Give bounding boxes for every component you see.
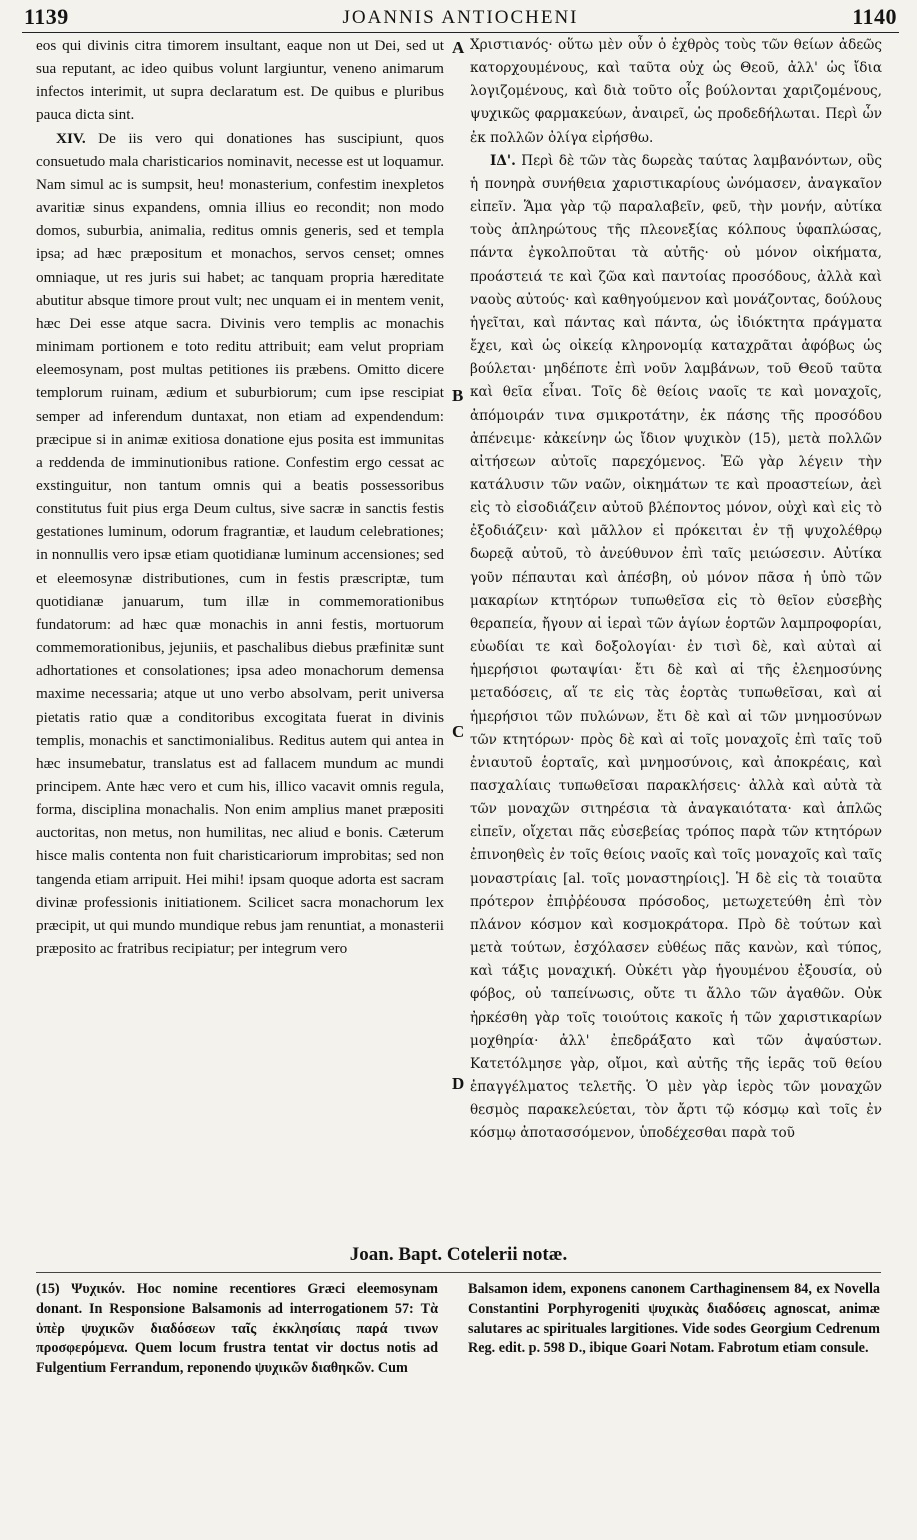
notes-right-column: [468, 1280, 880, 1470]
note-15-text-left: (15) Ψυχικόν. Hoc nomine recentiores Græci eleemosynam donant. In Responsione Balsamonis ad interrogationem 57: Τὰ ὑπὲρ ψυχικῶν διαδόσεων ταῖς ἐκκλησίαις παρά τινων προσφερόμενα. Quem locum frustra tentat vir doctus notis ad Fulgentium Ferrandum, reponendo ψυχικῶν διαθηκῶν. Cum: [36, 1281, 438, 1377]
greek-intro-paragraph: Χριστιανός· οὕτω μὲν οὖν ὁ ἐχθρὸς τοὺς τῶν θείων ἀδεῶς κατορχουμένους, καὶ ταῦτα οὐχ ὡς Θεοῦ, ἀλλ' ὡς ἴδια λογιζομένους, καὶ διὰ τοῦτο οἷς βούλονται χαριζομένους, ψυχικῶς φαρμακεύων, ἀναιρεῖ, ὡς προδεδήλωται. Περὶ ὧν ἐκ πολλῶν ὀλίγα εἰρήσθω.: [470, 37, 882, 146]
greek-column: [470, 34, 882, 1242]
notes-left-column: [36, 1280, 438, 1470]
greek-section-text: Περὶ δὲ τῶν τὰς δωρεὰς ταύτας λαμβανόντων, οὓς ἡ πονηρὰ συνήθεια χαριστικαρίους ὠνόμασεν, ἀναγκαῖον εἰπεῖν. Ἅμα γὰρ τῷ παραλαβεῖν, φεῦ, τὴν μονήν, αὐτίκα τοὺς ἀπληρώτους τῆς πλεονεξίας κόλπους ὑφαπλώσας, πάντα ἐγκολποῦται τὰ αὐτῆς· οὐ μόνον οἰκήματα, προάστειά τε καὶ ζῶα καὶ παντοίας προσόδους, ἀλλὰ καὶ ναοὺς αὐτούς· καὶ καθηγούμενον καὶ μονάζοντας, δούλους ἡγεῖται, καὶ πάντας καὶ πάντα, ὡς ἰδιόκτητα πράγματα ἔχει, καὶ ὡς οἰκείᾳ κληρονομίᾳ καταχρᾶται ἀφόβως ὡς βούλεται· μηδέποτε ἐπὶ νοῦν λαμβάνων, τοῦ Θεοῦ ταῦτα καὶ θεῖα εἶναι. Τοῖς δὲ θείοις ναοῖς τε καὶ μοναχοῖς, ἀπόμοιράν τινα σμικροτάτην, ἐκ πάσης τῆς προσόδου ἀπένειμε· κἀκείνην ὡς ἴδιον ψυχικὸν (15), μετὰ πολλῶν αἰτήσεων αὐτοῖς παρεχόμενος. Ἐῶ γὰρ λέγειν τὴν κατάλυσιν τῶν ναῶν, οἰκημάτων τε καὶ προαστείων, ἀεὶ εἰς τὸ εἰσοδιάζειν αὐτοῦ βλέποντος μόνον, οὐχὶ καὶ εἰς τὸ ἐξοδιάζειν· καὶ μᾶλλον εἰ πρόκειται ἐν τῇ ψυχολέθρῳ δωρεᾷ αὐτοῦ, τὸ ἀνεύθυνον ἐπὶ ταῖς μειώσεσιν. Αὐτίκα γοῦν πέπαυται καὶ ἀπέσβη, οὐ μόνον πᾶσα ἡ ὑπὸ τῶν μακαρίων κτητόρων τυπωθεῖσα εἰς τὸ θεῖον εὐσεβὴς θεραπεία, ἤγουν αἱ ἱεραὶ τῶν ἁγίων ἑορτῶν λαμπροφορίαι, εὐωδίαι τε καὶ δοξολογίαι· ἐν τισὶ δὲ, καὶ αὐταὶ αἱ ἡμερήσιοι φωταψίαι· ἔτι δὲ καὶ αἱ τῆς ἐλεημοσύνης μεταδόσεις, αἵ τε εἰς τὰς ἑορτὰς τυπωθεῖσαι, καὶ αἱ ἡμερήσιοι τῶν πυλώνων, ἔτι δὲ καὶ αἱ τῶν μνημοσύνων τῶν κτητόρων· πρὸς δὲ καὶ αἱ τοῖς μοναχοῖς ἐπὶ ταῖς τοῦ ἐνιαυτοῦ ἑορταῖς, καὶ μνημοσύνοις, καὶ ἀποκρέαις, καὶ πασχαλίαις τυπωθεῖσαι παρακλήσεις· ἀλλὰ καὶ αὐτὰ τὰ τῶν μοναχῶν σιτηρέσια τὰ ἀναγκαιότατα· καὶ ἁπλῶς εἰπεῖν, οἴχεται πᾶς εὐσεβείας τρόπος παρὰ τῶν κτητόρων ἐπινοηθεὶς ἐν τοῖς θείοις ναοῖς καὶ τοῖς μοναχοῖς καὶ ταῖς μοναστρίαις [al. τοῖς μοναστηρίοις]. Ἡ δὲ εἰς τὰ τοιαῦτα πρότερον ἐπιῤῥέουσα πρόσοδος, μετωχετεύθη ἐπὶ τὸν πλάνον κόσμον καὶ κοσμοκράτορα. Πρὸ δὲ τούτων καὶ μετὰ τούτων, ἐσχόλασεν εὐθέως πᾶς κανὼν, καὶ τύπος, καὶ τάξις μοναχική. Οὐκέτι γὰρ ἡγουμένου ἐξουσία, οὐ φόβος, οὐ ταπείνωσις, οὔτε τι ἄλλο τῶν ἀγαθῶν. Οὐκ ἠρκέσθη γὰρ τοῖς τοιούτοις κακοῖς ἡ τῶν χαριστικαρίων μοχθηρία· ἀλλ' ἐπεδράξατο καὶ τῶν ἀψαύστων. Κατετόλμησε γὰρ, οἴμοι, καὶ αὐτῆς τῆς ἱερᾶς τοῦ θείου ἐπαγγέλματος τελετῆς. Ὁ μὲν γὰρ ἱερὸς τῶν μοναχῶν θεσμὸς παρακελεύεται, τὸν ἄρτι τῷ κόσμῳ καὶ τοῖς ἐν κόσμῳ ἀποτασσόμενον, ὑποδέχεσθαι παρὰ τοῦ: [470, 152, 882, 1142]
note-15-text-right: Balsamon idem, exponens canonem Carthaginensem 84, ex Novella Constantini Porphyrogeniti ψυχικὰς διαδόσεις agnoscat, animæ salutares ac spirituales largitiones. Vide sodes Georgium Cedrenum Reg. edit. p. 598 D., ibique Goari Notam. Fabrotum etiam consule.: [468, 1281, 880, 1357]
latin-intro-paragraph: eos qui divinis citra timorem insultant, eaque non ut Dei, sed ut sua reputant, ac ideo quibus volunt largiuntur, veneno animarum infectos interimit, ut supra declaratum est. De quibus e pluribus pauca dicta sint.: [36, 37, 444, 124]
latin-section-paragraph: [36, 127, 444, 961]
notes-title: Joan. Bapt. Cotelerii notæ.: [349, 1244, 568, 1265]
latin-section-number: XIV.: [56, 129, 86, 147]
greek-section-number: ΙΔ'.: [490, 152, 516, 169]
page-number-left: 1139: [24, 4, 69, 29]
notes-divider: [36, 1272, 881, 1273]
latin-section-text: De iis vero qui donationes has suscipiunt, quos consuetudo mala charisticarios nominavit, necesse est ut loquamur. Nam simul ac is sumpsit, heu! monasterium, confestim inexpletos avaritiæ sinus expandens, omnia illius eo recondit; non modo domos, suburbia, animalia, reditus omnis generis, sed et templa ipsa; ad hæc præpositum et monachos, servos censet; omnes omniaque, ut res juris sui habet; ac tanquam propria hæreditate abutitur absque timore prout vult; nec unquam ei in mentem venit, hæc Dei esse atque sacra. Divinis vero templis ac monachis minimam portionem e toto reditu attribuit; eam velut propriam eleemosynam, post multas petitiones iis præbens. Omitto dicere templorum ruinam, ædium et suburbiorum; cum ipse rescipiat semper ad inferendum duntaxat, non etiam ad expendendum: præcipue si in animæ exitiosa donatione ejus posita est immunitas a reddenda de imminutionibus ratione. Confestim ergo cessat ac exstinguitur, non tantum omnis qui a beatis possessoribus constitutus fuit pius erga Deum cultus, sive sacræ in sanctis festis gestationes luminum, odorum fragrantiæ, et laudum celebrationes; in nonnullis vero ipsæ etiam quotidianæ luminum accensiones; sed et eleemosynæ distributiones, cum in festis præscriptæ, tum quotidianæ januarum, tum illæ in commemorationibus fundatorum: ad hæc quæ monachis in anni festis, mortuorum commemorationibus, jejuniis, et paschalibus diebus præfinitæ sunt adhortationes et consolationes; ipsa adeo monachorum demensa maxime necessaria; atque ut uno verbo absolvam, perit universa pietatis ratio quæ a conditoribus excogitata fuerat in divinis templis, monachis et sanctimonialibus. Reditus autem qui antea in hæc insumebatur, translatus est ad fallacem mundum ac mundi principem. Ante hæc vero et cum his, illico vacavit omnis regula, forma, disciplina monachalis. Non enim amplius manet præpositi auctoritas, non metus, non humilitas, nec aliud e bonis. Cæterum hisce malis contenta non fuit charisticariorum improbitas; sed non tangenda etiam arripuit. Hei mihi! ipsam quoque adorta est sacram divinæ professionis initiationem. Scilicet sacra monachorum lex præcipit, ut qui mundo mundique rebus jam renuntiat, a monasterii præposito ac fratribus recipiatur; per integrum vero: [36, 129, 444, 958]
margin-marker-d: D: [452, 1074, 465, 1093]
page-number-right: 1140: [852, 4, 897, 29]
running-title: JOANNIS ANTIOCHENI: [342, 7, 579, 28]
latin-column: [36, 34, 444, 1242]
margin-marker-b: B: [452, 386, 464, 405]
margin-marker-c: C: [452, 722, 465, 741]
margin-marker-a: A: [452, 38, 465, 57]
running-header: [22, 2, 899, 33]
greek-section-paragraph: [470, 150, 882, 1146]
